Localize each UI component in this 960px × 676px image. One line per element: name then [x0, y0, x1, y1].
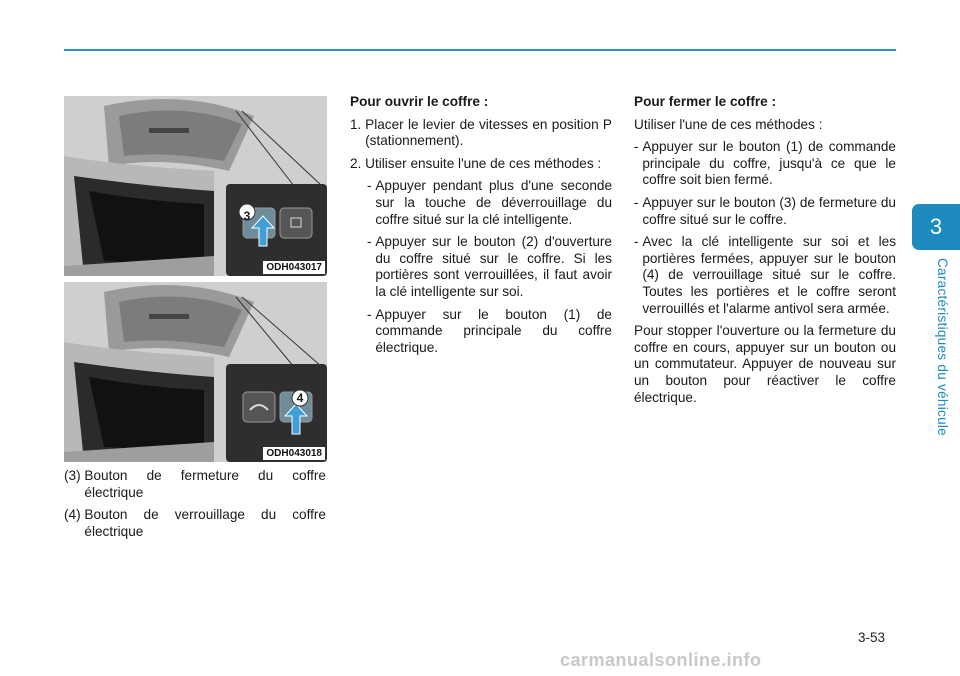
legend-item: (4) Bouton de verrouillage du coffre électrique: [64, 507, 326, 539]
figure-trunk-close-button: [64, 96, 327, 276]
close-trunk-section: [634, 94, 896, 412]
substep-item: - Appuyer pendant plus d'une seconde sur la touche de déverrouillage du coffre situé sur la clé intelligente.: [367, 178, 612, 227]
method-item: - Appuyer sur le bouton (3) de fermeture du coffre situé sur le coffre.: [634, 194, 896, 227]
callout-3: 3: [243, 209, 251, 223]
step-item: 1. Placer le levier de vitesses en position P (stationnement).: [350, 116, 612, 149]
trunk-photo-1: [64, 96, 327, 276]
method-item: - Appuyer sur le bouton (1) de commande principale du coffre, jusqu'à ce que le coffre soit bien fermé.: [634, 139, 896, 188]
callout-4: 4: [296, 391, 304, 405]
step-item: 2. Utiliser ensuite l'une de ces méthodes :: [350, 155, 602, 171]
section-heading: Pour fermer le coffre :: [634, 94, 777, 109]
open-trunk-section: [350, 94, 612, 362]
page-number: 3-53: [858, 630, 886, 645]
method-item: - Avec la clé intelligente sur soi et les portières fermées, appuyer sur le bouton (4) de verrouillage situé sur le coffre. Toutes les portières et le coffre seront verrouillés et l'alarme antivol sera armée.: [634, 234, 896, 316]
chapter-number: 3: [929, 214, 943, 239]
figure-code: ODH043017: [263, 261, 325, 274]
figure-legend: [64, 468, 326, 546]
legend-item: (3) Bouton de fermeture du coffre électrique: [64, 468, 326, 500]
figure-code: ODH043018: [263, 447, 325, 460]
closing-paragraph: Pour stopper l'ouverture ou la fermeture du coffre en cours, appuyer sur un bouton ou un commutateur. Appuyer de nouveau sur un bouton pour réactiver le coffre électrique.: [634, 323, 896, 405]
substep-item: - Appuyer sur le bouton (1) de commande principale du coffre électrique.: [367, 306, 612, 355]
header-rule: [64, 49, 896, 51]
chapter-title: Caractéristiques du véhicule: [935, 258, 950, 436]
figure-trunk-lock-button: [64, 282, 327, 462]
watermark: carmanualsonline.info: [560, 650, 762, 670]
section-heading: Pour ouvrir le coffre :: [350, 94, 489, 109]
trunk-photo-2: [64, 282, 327, 462]
section-intro: Utiliser l'une de ces méthodes :: [634, 116, 823, 132]
substep-item: - Appuyer sur le bouton (2) d'ouverture du coffre situé sur le coffre. Si les portières sont verrouillées, il faut avoir la clé intelligente sur soi.: [367, 234, 612, 299]
chapter-tab[interactable]: [912, 204, 960, 250]
